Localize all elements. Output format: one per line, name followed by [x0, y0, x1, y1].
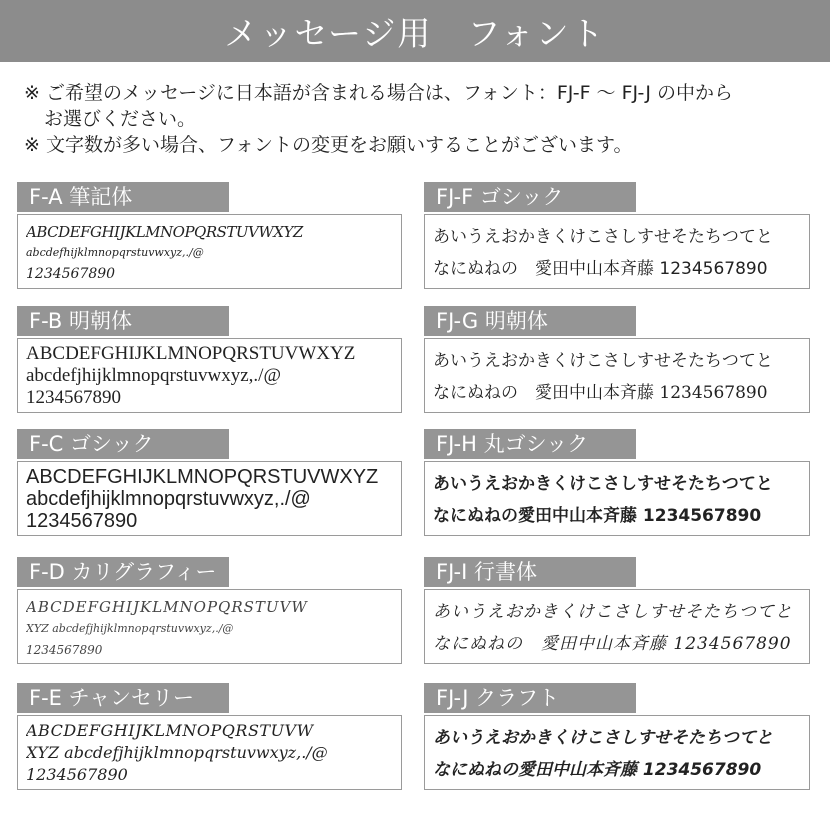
font-sample-box: [17, 214, 402, 289]
font-label: F-B 明朝体: [17, 306, 229, 336]
font-sample-box: [424, 338, 810, 413]
sample-line: XYZ abcdefjhijklmnopqrstuvwxyz,./@: [26, 622, 234, 635]
page-title: メッセージ用 フォント: [224, 13, 606, 53]
sample-line: 1234567890: [26, 510, 138, 532]
font-label: FJ-H 丸ゴシック: [424, 429, 636, 459]
note-line-2: お選びください。: [44, 108, 197, 130]
sample-line: なにぬねの愛田中山本斉藤 1234567890: [433, 506, 762, 526]
notes: [24, 80, 814, 158]
sample-line: あいうえおかきくけこさしすせそたちつてと: [433, 351, 773, 371]
page-title-banner: [0, 0, 830, 62]
font-sample-box: [424, 715, 810, 790]
sample-line: 1234567890: [26, 387, 121, 408]
sample-line: あいうえおかきくけこさしすせそたちつてと: [433, 474, 773, 494]
sample-line: 1234567890: [26, 765, 128, 784]
note-line-1: ※ ご希望のメッセージに日本語が含まれる場合は、フォント：FJ-F ～ FJ-J の中から: [24, 82, 734, 104]
font-sample-box: [17, 338, 402, 413]
sample-line: なにぬねの 愛田中山本斉藤 1234567890: [433, 259, 768, 279]
font-sample-box: [17, 715, 402, 790]
sample-line: なにぬねの 愛田中山本斉藤 1234567890: [433, 634, 792, 654]
sample-line: 1234567890: [26, 643, 103, 657]
sample-line: あいうえおかきくけこさしすせそたちつてと: [433, 728, 773, 748]
font-label: FJ-G 明朝体: [424, 306, 636, 336]
sample-line: ABCDEFGHIJKLMNOPQRSTUVW: [26, 598, 308, 616]
sample-line: XYZ abcdefjhijklmnopqrstuvwxyz,./@: [26, 743, 328, 762]
font-sample-box: [17, 589, 402, 664]
font-label: FJ-F ゴシック: [424, 182, 636, 212]
sample-line: abcdefjhijklmnopqrstuvwxyz,./@: [26, 365, 281, 386]
font-sample-box: [424, 589, 810, 664]
sample-line: abcdefhijklmnopqrstuvwxyz,./@: [26, 246, 204, 259]
sample-line: 1234567890: [26, 266, 116, 282]
font-label: FJ-J クラフト: [424, 683, 636, 713]
font-label: F-D カリグラフィー: [17, 557, 229, 587]
font-sample-box: [17, 461, 402, 536]
sample-line: ABCDEFGHIJKLMNOPQRSTUVWXYZ: [26, 343, 356, 364]
sample-line: なにぬねの愛田中山本斉藤 1234567890: [433, 760, 762, 780]
sample-line: あいうえおかきくけこさしすせそたちつてと: [433, 227, 773, 247]
sample-line: ABCDEFGHIJKLMNOPQRSTUVWXYZ: [26, 466, 379, 488]
font-label: F-A 筆記体: [17, 182, 229, 212]
sample-line: ABCDEFGHIJKLMNOPQRSTUVW: [26, 721, 314, 740]
font-label: F-C ゴシック: [17, 429, 229, 459]
sample-line: なにぬねの 愛田中山本斉藤 1234567890: [433, 383, 768, 403]
font-sample-box: [424, 214, 810, 289]
sample-line: ABCDEFGHIJKLMNOPQRSTUVWXYZ: [26, 223, 303, 241]
sample-line: abcdefjhijklmnopqrstuvwxyz,./@: [26, 488, 311, 510]
font-label: FJ-I 行書体: [424, 557, 636, 587]
font-label: F-E チャンセリー: [17, 683, 229, 713]
font-sample-box: [424, 461, 810, 536]
sample-line: あいうえおかきくけこさしすせそたちつてと: [433, 602, 793, 622]
note-line-3: ※ 文字数が多い場合、フォントの変更をお願いすることがございます。: [24, 134, 633, 156]
